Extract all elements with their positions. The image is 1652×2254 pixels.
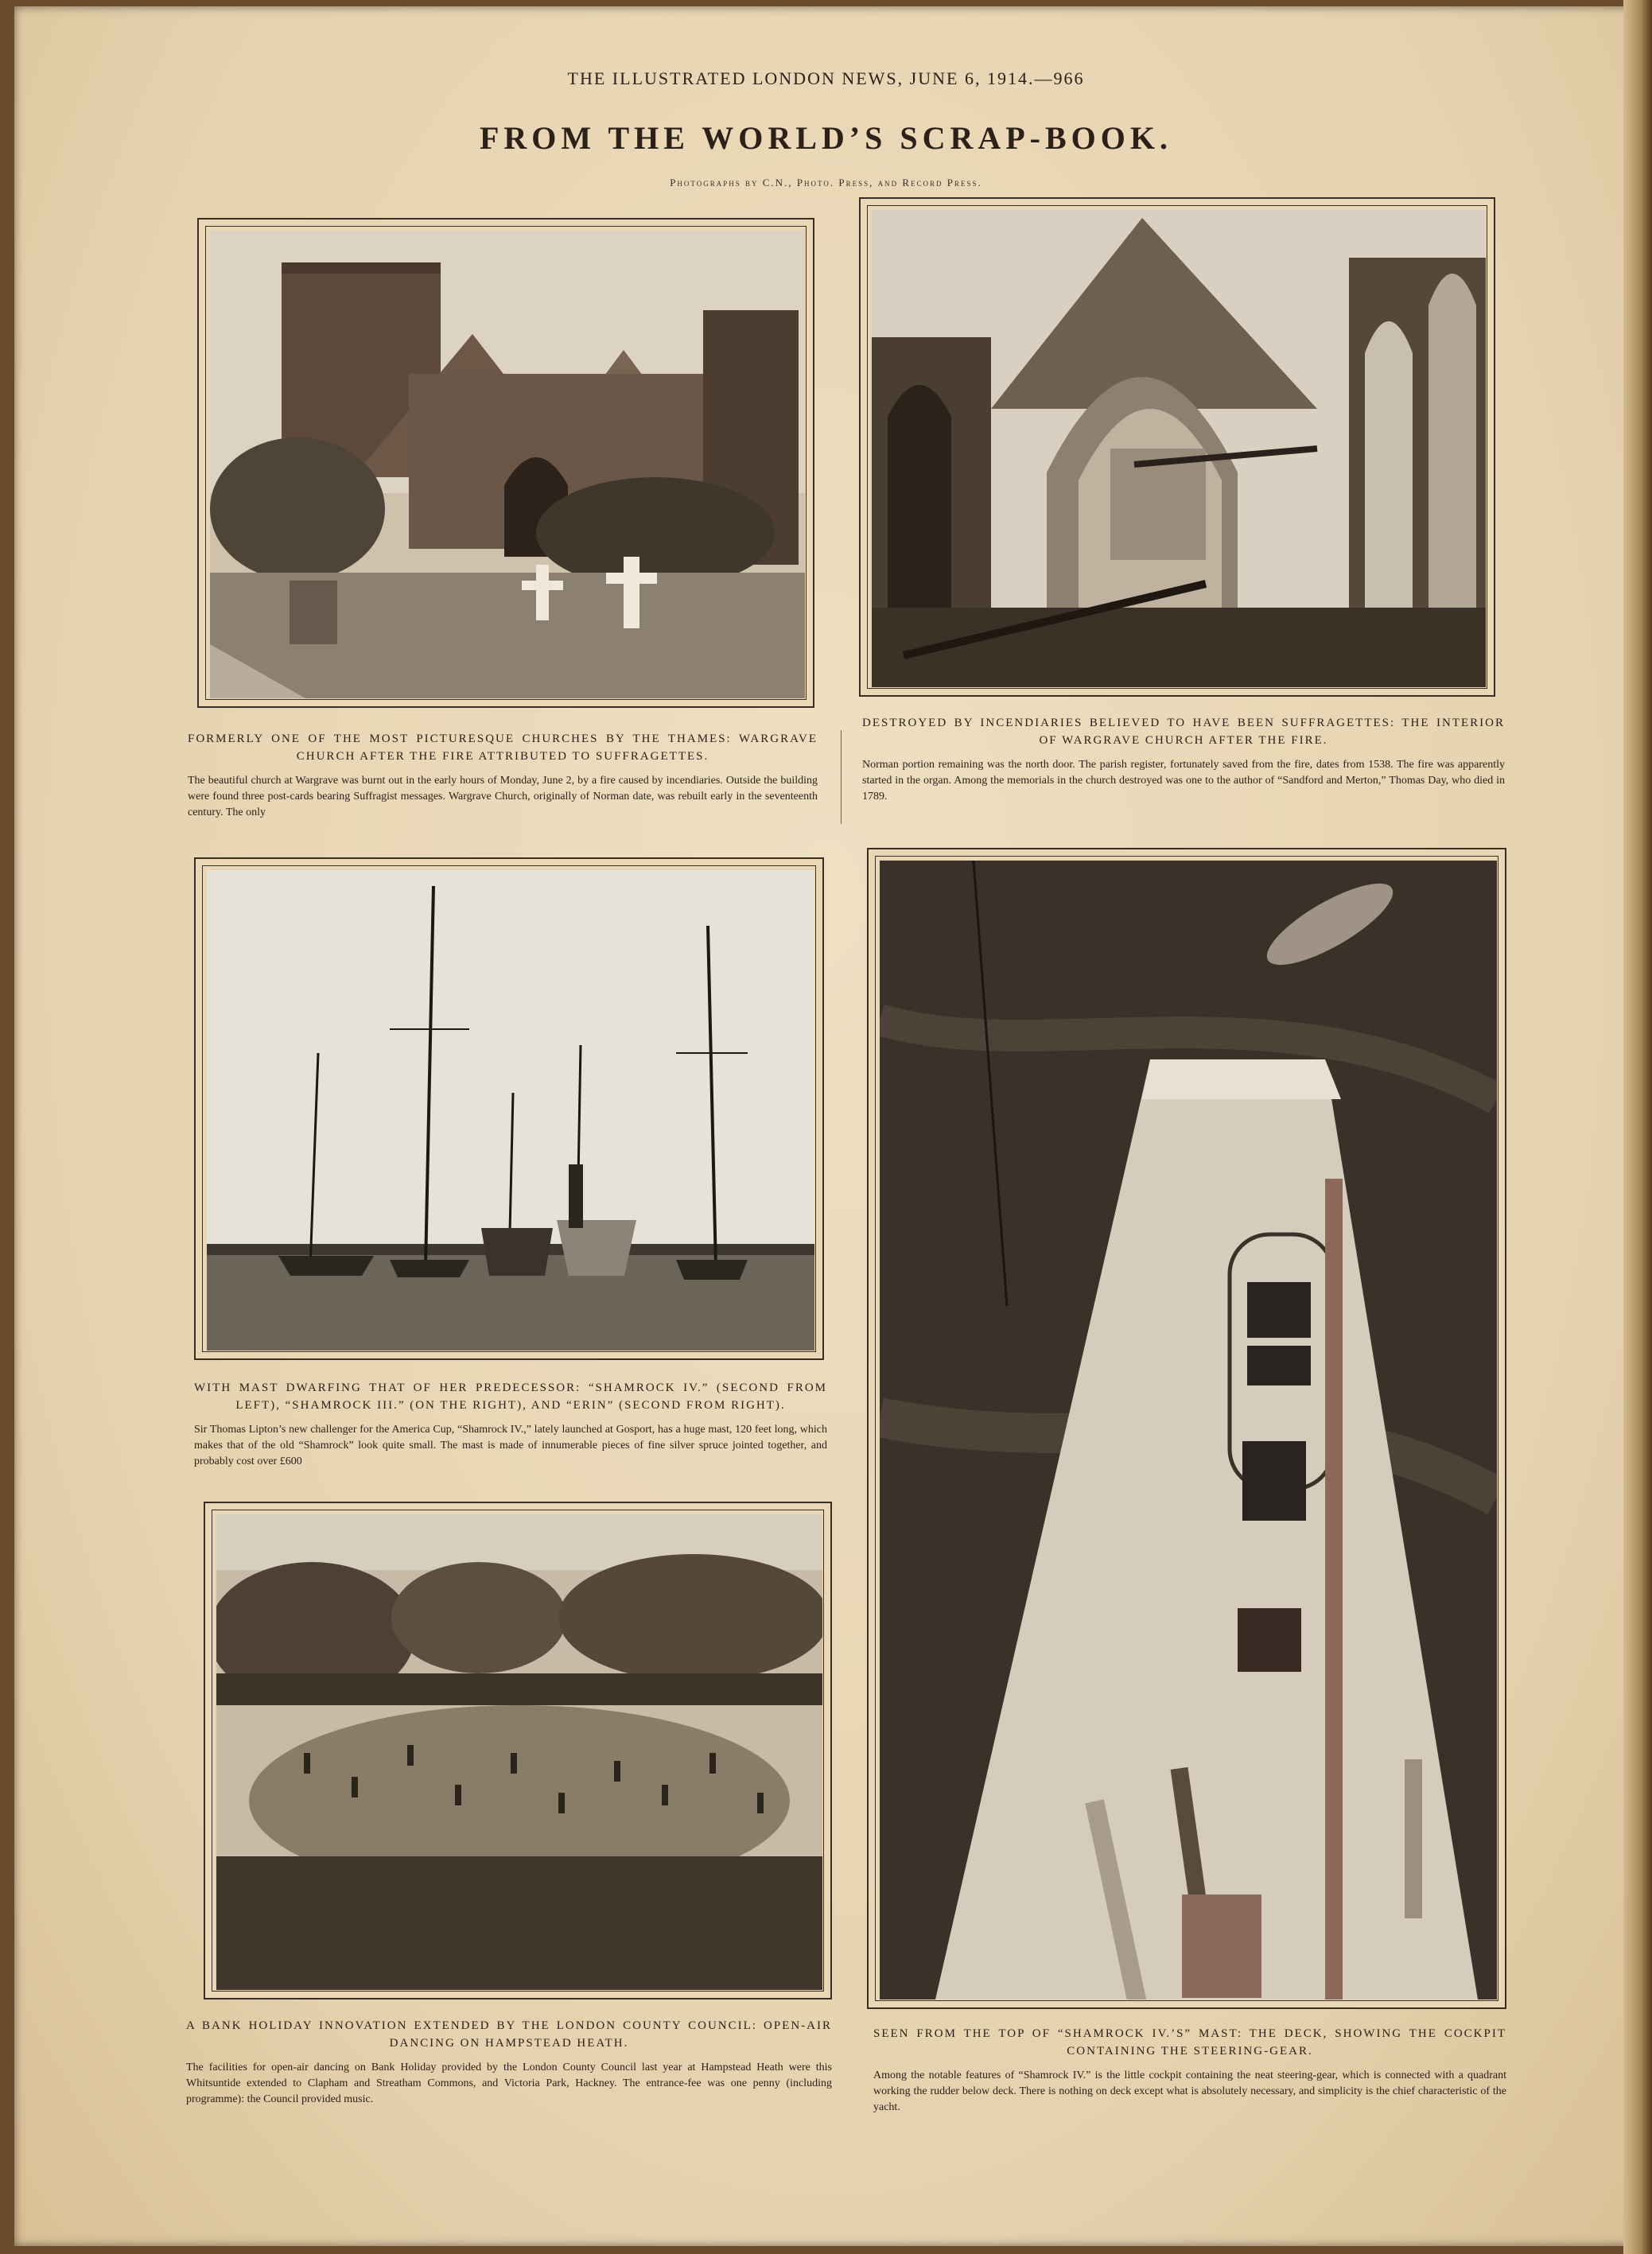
church-interior-photo: [872, 210, 1486, 687]
caption-head: FORMERLY ONE OF THE MOST PICTURESQUE CHURCHES BY THE THAMES: WARGRAVE CHURCH AFTER THE FIRE ATTRIBUTED TO SUFFRAGETTES.: [188, 733, 818, 763]
caption-head: SEEN FROM THE TOP OF “SHAMROCK IV.’S” MAST: THE DECK, SHOWING THE COCKPIT CONTAINING THE STEERING-GEAR.: [873, 2027, 1506, 2058]
photo-frame-deck: [867, 848, 1506, 2009]
church-exterior-photo: [210, 231, 805, 698]
photo-frame-dancing: [204, 1502, 832, 1999]
page-title: FROM THE WORLD’S SCRAP-BOOK.: [479, 120, 1173, 156]
yachts-photo: [207, 870, 814, 1350]
caption-deck: [873, 2025, 1506, 2116]
photo-frame-church-interior: [859, 197, 1495, 697]
column-divider: [841, 730, 842, 824]
caption-body: Among the notable features of “Shamrock IV.” is the little cockpit containing the neat steering-gear, which is connected with a quadrant working the rudder below deck. There is nothing on deck except what is absolutely necessary, and simplicity is the chief characteristic of the yacht.: [873, 2069, 1506, 2113]
photo-credit: Photographs by C.N., Photo. Press, and Record Press.: [670, 177, 982, 188]
caption-head: A BANK HOLIDAY INNOVATION EXTENDED BY THE LONDON COUNTY COUNCIL: OPEN-AIR DANCING ON HAMPSTEAD HEATH.: [186, 2019, 832, 2050]
caption-body: Norman portion remaining was the north door. The parish register, fortunately saved from the fire, dates from 1538. The fire was apparently started in the organ. Among the memorials in the church destroyed was one to the author of “Sandford and Merton,” Thomas Day, who died in 1789.: [862, 759, 1505, 803]
page-spine: [1623, 0, 1652, 2254]
caption-yachts: [194, 1379, 827, 1470]
caption-body: Sir Thomas Lipton’s new challenger for the America Cup, “Shamrock IV.,” lately launched at Gosport, has a huge mast, 120 feet long, which makes that of the old “Shamrock” look quite small. The mast is made of innumerable pieces of fine silver spruce jointed together, and probably cost over £600: [194, 1424, 827, 1467]
caption-body: The facilities for open-air dancing on Bank Holiday provided by the London County Council last year at Hampstead Heath were this Whitsuntide extended to Clapham and Streatham Commons, and Victoria Park, Hackney. The entrance-fee was one penny (including programme): the Council provided music.: [186, 2062, 832, 2105]
photo-frame-yachts: [194, 857, 824, 1360]
caption-church-exterior: [188, 730, 818, 821]
caption-dancing: [186, 2017, 832, 2108]
caption-head: WITH MAST DWARFING THAT OF HER PREDECESSOR: “SHAMROCK IV.” (SECOND FROM LEFT), “SHAMROCK III.” (ON THE RIGHT), AND “ERIN” (SECOND FROM RIGHT).: [194, 1382, 827, 1412]
caption-church-interior: [862, 714, 1505, 805]
running-head: THE ILLUSTRATED LONDON NEWS, JUNE 6, 1914.—966: [567, 68, 1085, 88]
photo-frame-church-exterior: [197, 218, 814, 708]
caption-body: The beautiful church at Wargrave was burnt out in the early hours of Monday, June 2, by a fire caused by incendiaries. Outside the building were found three post-cards bearing Suffragist messages. Wargrave Church, originally of Norman date, was rebuilt early in the seventeenth century. The only: [188, 775, 818, 818]
hampstead-dancing-photo: [216, 1514, 822, 1990]
caption-head: DESTROYED BY INCENDIARIES BELIEVED TO HAVE BEEN SUFFRAGETTES: THE INTERIOR OF WARGRAVE CHURCH AFTER THE FIRE.: [862, 717, 1505, 747]
deck-from-mast-photo: [880, 861, 1497, 1999]
